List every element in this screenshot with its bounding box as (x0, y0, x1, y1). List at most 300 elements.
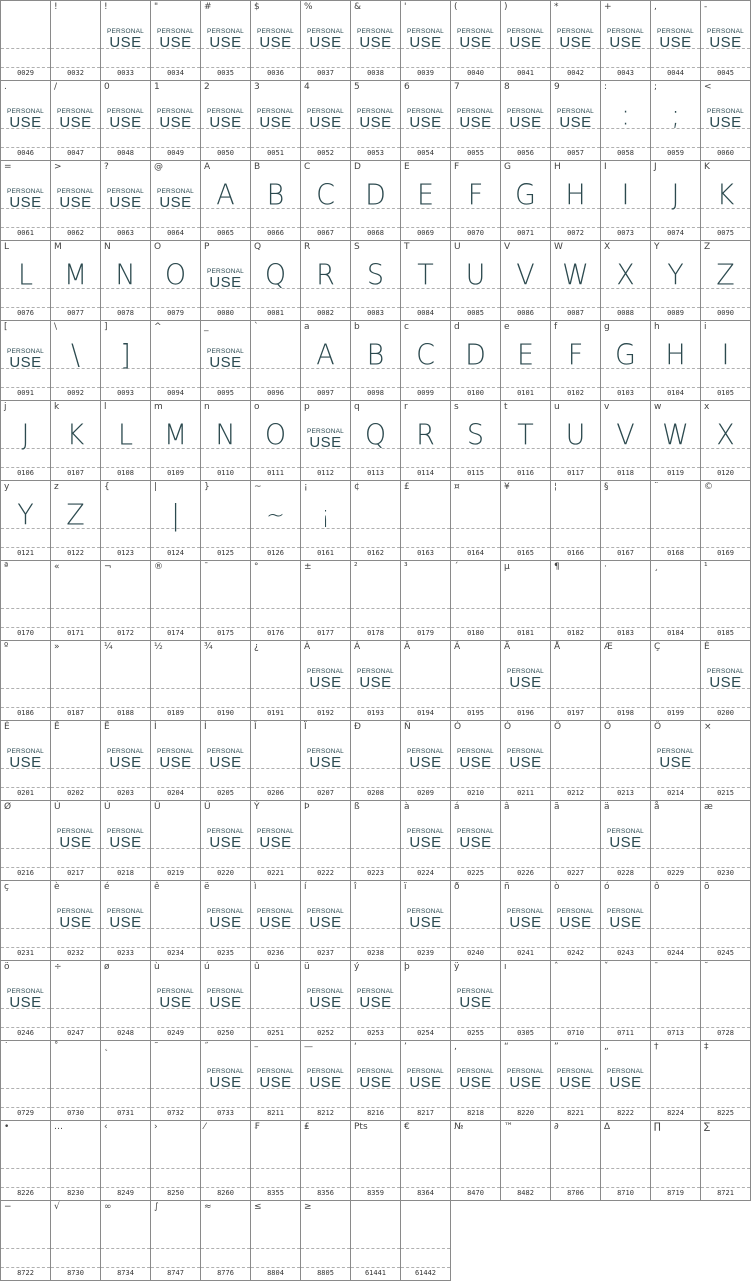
glyph-char-label: « (54, 562, 60, 572)
glyph-sample: W (562, 259, 589, 292)
placeholder-top-text: PERSONAL (56, 828, 94, 835)
baseline-guide (601, 1168, 650, 1169)
baseline-guide (151, 848, 200, 849)
personal-use-placeholder (251, 28, 300, 51)
glyph-char-label: » (54, 642, 60, 652)
descender-guide (301, 307, 350, 308)
baseline-guide (551, 848, 600, 849)
glyph-char-label: " (154, 2, 159, 12)
baseline-guide (401, 1168, 450, 1169)
glyph-sample: U (565, 419, 586, 452)
glyph-char-label: å (654, 802, 660, 812)
baseline-guide (701, 848, 750, 849)
descender-guide (701, 467, 750, 468)
glyph-char-label: À (304, 642, 311, 652)
glyph-cell (651, 401, 701, 481)
glyph-code: 0119 (667, 469, 684, 477)
descender-guide (251, 467, 300, 468)
placeholder-bottom-text: USE (459, 834, 492, 851)
descender-guide (451, 1187, 500, 1188)
glyph-char-label: ¤ (454, 482, 460, 492)
glyph-code: 8217 (417, 1109, 434, 1117)
glyph-code: 0253 (367, 1029, 384, 1037)
glyph-cell (601, 161, 651, 241)
glyph-sample: J (671, 179, 680, 212)
baseline-guide (101, 608, 150, 609)
descender-guide (551, 307, 600, 308)
glyph-char-label: Ó (504, 722, 512, 732)
placeholder-bottom-text: USE (9, 114, 42, 131)
glyph-code: 0097 (317, 389, 334, 397)
glyph-cell (651, 241, 701, 321)
placeholder-top-text: PERSONAL (106, 28, 144, 35)
placeholder-bottom-text: USE (159, 114, 192, 131)
glyph-sample: V (516, 259, 535, 292)
glyph-code: 0200 (717, 709, 734, 717)
glyph-char-label: ˉ (654, 962, 659, 972)
descender-guide (651, 787, 700, 788)
descender-guide (401, 67, 450, 68)
glyph-code: 0052 (317, 149, 334, 157)
glyph-code: 8747 (167, 1269, 184, 1277)
personal-use-placeholder (501, 28, 550, 51)
glyph-cell (51, 401, 101, 481)
descender-guide (651, 707, 700, 708)
glyph-char-label: ^ (154, 322, 162, 332)
placeholder-top-text: PERSONAL (506, 908, 544, 915)
glyph-cell (551, 641, 601, 721)
glyph-code: 0220 (217, 869, 234, 877)
glyph-char-label: ˙ (4, 1042, 9, 1052)
glyph-code: 0166 (567, 549, 584, 557)
glyph-code: 0710 (567, 1029, 584, 1037)
descender-guide (601, 147, 650, 148)
glyph-char-label: ( (454, 2, 458, 12)
glyph-code: 0172 (117, 629, 134, 637)
descender-guide (301, 547, 350, 548)
glyph-char-label: 2 (204, 82, 210, 92)
glyph-cell (201, 1201, 251, 1281)
personal-use-placeholder (1, 748, 50, 771)
glyph-cell (701, 161, 751, 241)
glyph-code: 0062 (67, 229, 84, 237)
glyph-code: 0066 (267, 229, 284, 237)
glyph-char-label: × (704, 722, 712, 732)
glyph-char-label: u (554, 402, 560, 412)
glyph-cell (201, 721, 251, 801)
glyph-cell (101, 881, 151, 961)
placeholder-top-text: PERSONAL (606, 908, 644, 915)
personal-use-placeholder (451, 28, 500, 51)
glyph-cell (201, 0, 251, 81)
personal-use-placeholder (501, 908, 550, 931)
descender-guide (101, 627, 150, 628)
glyph-code: 0077 (67, 309, 84, 317)
descender-guide (201, 787, 250, 788)
personal-use-placeholder (1, 108, 50, 131)
glyph-cell (301, 401, 351, 481)
glyph-code: 0179 (417, 629, 434, 637)
glyph-char-label: … (54, 1122, 63, 1132)
glyph-code: 0229 (667, 869, 684, 877)
glyph-char-label: ˜ (154, 1042, 159, 1052)
glyph-cell (701, 0, 751, 81)
placeholder-top-text: PERSONAL (306, 908, 344, 915)
descender-guide (501, 67, 550, 68)
glyph-char-label: Q (254, 242, 262, 252)
glyph-cell (251, 161, 301, 241)
personal-use-placeholder (351, 28, 400, 51)
placeholder-bottom-text: USE (359, 674, 392, 691)
placeholder-top-text: PERSONAL (156, 988, 194, 995)
glyph-cell (351, 721, 401, 801)
glyph-cell (51, 241, 101, 321)
glyph-code: 0124 (167, 549, 184, 557)
glyph-code: 0032 (67, 69, 84, 77)
glyph-cell (401, 81, 451, 161)
glyph-code: 0162 (367, 549, 384, 557)
baseline-guide (551, 1168, 600, 1169)
glyph-cell (601, 641, 651, 721)
glyph-code: 0078 (117, 309, 134, 317)
placeholder-bottom-text: USE (259, 114, 292, 131)
glyph-cell (601, 801, 651, 881)
placeholder-top-text: PERSONAL (156, 108, 194, 115)
placeholder-bottom-text: USE (309, 994, 342, 1011)
glyph-char-label: î (354, 882, 357, 892)
descender-guide (301, 387, 350, 388)
personal-use-placeholder (401, 108, 450, 131)
glyph-cell (101, 0, 151, 81)
glyph-cell (201, 561, 251, 641)
placeholder-top-text: PERSONAL (156, 188, 194, 195)
glyph-char-label: ì (254, 882, 257, 892)
glyph-code: 0210 (467, 789, 484, 797)
glyph-code: 0101 (517, 389, 534, 397)
placeholder-top-text: PERSONAL (656, 28, 694, 35)
glyph-code: 8734 (117, 1269, 134, 1277)
glyph-cell (0, 241, 51, 321)
glyph-cell (401, 881, 451, 961)
descender-guide (201, 227, 250, 228)
glyph-sample: D (465, 339, 486, 372)
glyph-code: 0070 (467, 229, 484, 237)
descender-guide (651, 147, 700, 148)
personal-use-placeholder (301, 748, 350, 771)
descender-guide (451, 547, 500, 548)
personal-use-placeholder (301, 108, 350, 131)
descender-guide (701, 1187, 750, 1188)
glyph-code: 0232 (67, 949, 84, 957)
placeholder-top-text: PERSONAL (706, 108, 744, 115)
glyph-cell (551, 0, 601, 81)
personal-use-placeholder (501, 1068, 550, 1091)
baseline-guide (101, 1168, 150, 1169)
glyph-char-label: ³ (404, 562, 408, 572)
glyph-code: 0116 (517, 469, 534, 477)
glyph-char-label: ¢ (354, 482, 360, 492)
glyph-cell (501, 321, 551, 401)
personal-use-placeholder (401, 28, 450, 51)
descender-guide (351, 707, 400, 708)
baseline-guide (251, 688, 300, 689)
baseline-guide (551, 688, 600, 689)
glyph-code: 0104 (667, 389, 684, 397)
glyph-cell (551, 1121, 601, 1201)
glyph-cell (701, 561, 751, 641)
personal-use-placeholder (101, 28, 150, 51)
placeholder-bottom-text: USE (359, 1074, 392, 1091)
placeholder-top-text: PERSONAL (556, 108, 594, 115)
glyph-char-label: ⁄ (204, 1122, 206, 1132)
glyph-cell (601, 321, 651, 401)
personal-use-placeholder (501, 748, 550, 771)
personal-use-placeholder (401, 1068, 450, 1091)
glyph-cell (451, 641, 501, 721)
glyph-code: 0193 (367, 709, 384, 717)
glyph-cell (0, 81, 51, 161)
glyph-char-label: . (4, 82, 7, 92)
glyph-cell (0, 321, 51, 401)
placeholder-bottom-text: USE (459, 1074, 492, 1091)
descender-guide (701, 947, 750, 948)
glyph-code: 8216 (367, 1109, 384, 1117)
glyph-code: 0087 (567, 309, 584, 317)
descender-guide (51, 1187, 100, 1188)
descender-guide (101, 1187, 150, 1188)
glyph-code: 0100 (467, 389, 484, 397)
glyph-code: 0178 (367, 629, 384, 637)
glyph-cell (151, 1041, 201, 1121)
descender-guide (651, 547, 700, 548)
glyph-cell (151, 0, 201, 81)
glyph-cell (51, 961, 101, 1041)
placeholder-top-text: PERSONAL (556, 908, 594, 915)
glyph-cell (201, 801, 251, 881)
placeholder-top-text: PERSONAL (556, 28, 594, 35)
glyph-code: 0074 (667, 229, 684, 237)
glyph-char-label: ¬ (104, 562, 112, 572)
glyph-code: 0110 (217, 469, 234, 477)
baseline-guide (101, 688, 150, 689)
glyph-char-label: ¯ (204, 562, 209, 572)
glyph-code: 0175 (217, 629, 234, 637)
descender-guide (651, 867, 700, 868)
glyph-char-label: y (4, 482, 10, 492)
placeholder-top-text: PERSONAL (256, 828, 294, 835)
glyph-char-label: ¸ (654, 562, 659, 572)
glyph-sample: ] (120, 339, 131, 372)
glyph-code: 0033 (117, 69, 134, 77)
glyph-code: 8719 (667, 1189, 684, 1197)
glyph-sample: E (416, 179, 435, 212)
placeholder-bottom-text: USE (309, 674, 342, 691)
descender-guide (101, 307, 150, 308)
glyph-cell (251, 1201, 301, 1281)
glyph-cell (0, 0, 51, 81)
glyph-char-label: ê (154, 882, 160, 892)
placeholder-bottom-text: USE (509, 34, 542, 51)
placeholder-top-text: PERSONAL (706, 28, 744, 35)
glyph-sample: C (416, 339, 435, 372)
glyph-code: 0171 (67, 629, 84, 637)
glyph-sample: L (117, 419, 134, 452)
glyph-cell (701, 241, 751, 321)
glyph-cell (401, 1121, 451, 1201)
descender-guide (201, 387, 250, 388)
placeholder-top-text: PERSONAL (56, 188, 94, 195)
glyph-code: 0046 (17, 149, 34, 157)
placeholder-top-text: PERSONAL (506, 748, 544, 755)
glyph-cell (501, 1041, 551, 1121)
descender-guide (501, 627, 550, 628)
glyph-cell (351, 561, 401, 641)
baseline-guide (251, 1008, 300, 1009)
baseline-guide (501, 1168, 550, 1169)
glyph-char-label: ß (354, 802, 360, 812)
glyph-char-label: - (704, 2, 708, 12)
glyph-code: 0048 (117, 149, 134, 157)
glyph-code: 0034 (167, 69, 184, 77)
glyph-code: 8260 (217, 1189, 234, 1197)
placeholder-bottom-text: USE (209, 34, 242, 51)
glyph-cell (51, 0, 101, 81)
glyph-code: 0165 (517, 549, 534, 557)
baseline-guide (601, 688, 650, 689)
descender-guide (501, 547, 550, 548)
glyph-char-label: ∑ (704, 1122, 711, 1132)
descender-guide (451, 1107, 500, 1108)
glyph-sample: N (115, 259, 136, 292)
glyph-char-label: ’ (404, 1042, 407, 1052)
glyph-code: 0065 (217, 229, 234, 237)
glyph-cell (651, 1041, 701, 1121)
baseline-guide (451, 528, 500, 529)
glyph-char-label: } (204, 482, 210, 492)
placeholder-top-text: PERSONAL (206, 268, 244, 275)
placeholder-bottom-text: USE (559, 114, 592, 131)
baseline-guide (351, 1248, 400, 1249)
glyph-code: 0202 (67, 789, 84, 797)
placeholder-top-text: PERSONAL (406, 108, 444, 115)
personal-use-placeholder (551, 908, 600, 931)
glyph-cell (551, 561, 601, 641)
baseline-guide (201, 688, 250, 689)
baseline-guide (201, 608, 250, 609)
glyph-cell (701, 1121, 751, 1201)
descender-guide (701, 627, 750, 628)
glyph-code: 8222 (617, 1109, 634, 1117)
glyph-cell (0, 401, 51, 481)
glyph-char-label: º (4, 642, 9, 652)
glyph-char-label: l (104, 402, 107, 412)
glyph-code: 0103 (617, 389, 634, 397)
glyph-cell (451, 1121, 501, 1201)
placeholder-bottom-text: USE (309, 434, 342, 451)
descender-guide (351, 867, 400, 868)
glyph-cell (101, 1201, 151, 1281)
baseline-guide (301, 848, 350, 849)
placeholder-top-text: PERSONAL (456, 28, 494, 35)
glyph-cell (51, 481, 101, 561)
descender-guide (551, 627, 600, 628)
glyph-cell (351, 81, 401, 161)
glyph-code: 0238 (367, 949, 384, 957)
glyph-code: 0251 (267, 1029, 284, 1037)
placeholder-top-text: PERSONAL (256, 108, 294, 115)
glyph-code: 0191 (267, 709, 284, 717)
glyph-cell (601, 961, 651, 1041)
glyph-char-label: Ô (554, 722, 562, 732)
descender-guide (701, 1107, 750, 1108)
glyph-char-label: c (404, 322, 409, 332)
glyph-sample: C (316, 179, 335, 212)
glyph-char-label: v (604, 402, 610, 412)
glyph-char-label: ; (654, 82, 658, 92)
personal-use-placeholder (301, 28, 350, 51)
glyph-code: 0174 (167, 629, 184, 637)
glyph-code: 0223 (367, 869, 384, 877)
descender-guide (651, 947, 700, 948)
glyph-char-label: q (354, 402, 360, 412)
placeholder-bottom-text: USE (459, 754, 492, 771)
glyph-code: 0085 (467, 309, 484, 317)
glyph-code: 0084 (417, 309, 434, 317)
descender-guide (251, 387, 300, 388)
glyph-code: 0108 (117, 469, 134, 477)
placeholder-top-text: PERSONAL (356, 1068, 394, 1075)
descender-guide (1, 307, 50, 308)
glyph-code: 8359 (367, 1189, 384, 1197)
baseline-guide (351, 928, 400, 929)
placeholder-bottom-text: USE (709, 674, 742, 691)
descender-guide (51, 627, 100, 628)
glyph-code: 0209 (417, 789, 434, 797)
placeholder-top-text: PERSONAL (206, 1068, 244, 1075)
glyph-cell (401, 721, 451, 801)
glyph-sample: ¡ (321, 502, 330, 529)
glyph-char-label: 7 (454, 82, 460, 92)
glyph-sample: V (616, 419, 635, 452)
descender-guide (701, 227, 750, 228)
descender-guide (151, 307, 200, 308)
descender-guide (201, 627, 250, 628)
glyph-char-label: ~ (254, 482, 262, 492)
glyph-code: 8706 (567, 1189, 584, 1197)
glyph-char-label: — (304, 1042, 313, 1052)
glyph-cell (451, 81, 501, 161)
glyph-code: 0105 (717, 389, 734, 397)
glyph-code: 0250 (217, 1029, 234, 1037)
descender-guide (651, 227, 700, 228)
glyph-char-label: Ý (254, 802, 260, 812)
descender-guide (1, 147, 50, 148)
descender-guide (451, 1027, 500, 1028)
descender-guide (501, 707, 550, 708)
baseline-guide (351, 608, 400, 609)
glyph-cell (201, 321, 251, 401)
baseline-guide (51, 48, 100, 49)
descender-guide (451, 707, 500, 708)
glyph-code: 0189 (167, 709, 184, 717)
glyph-char-label: t (504, 402, 508, 412)
placeholder-bottom-text: USE (409, 914, 442, 931)
glyph-sample: : (620, 99, 631, 132)
glyph-code: 8470 (467, 1189, 484, 1197)
baseline-guide (401, 688, 450, 689)
baseline-guide (501, 848, 550, 849)
glyph-char-label: H (554, 162, 561, 172)
